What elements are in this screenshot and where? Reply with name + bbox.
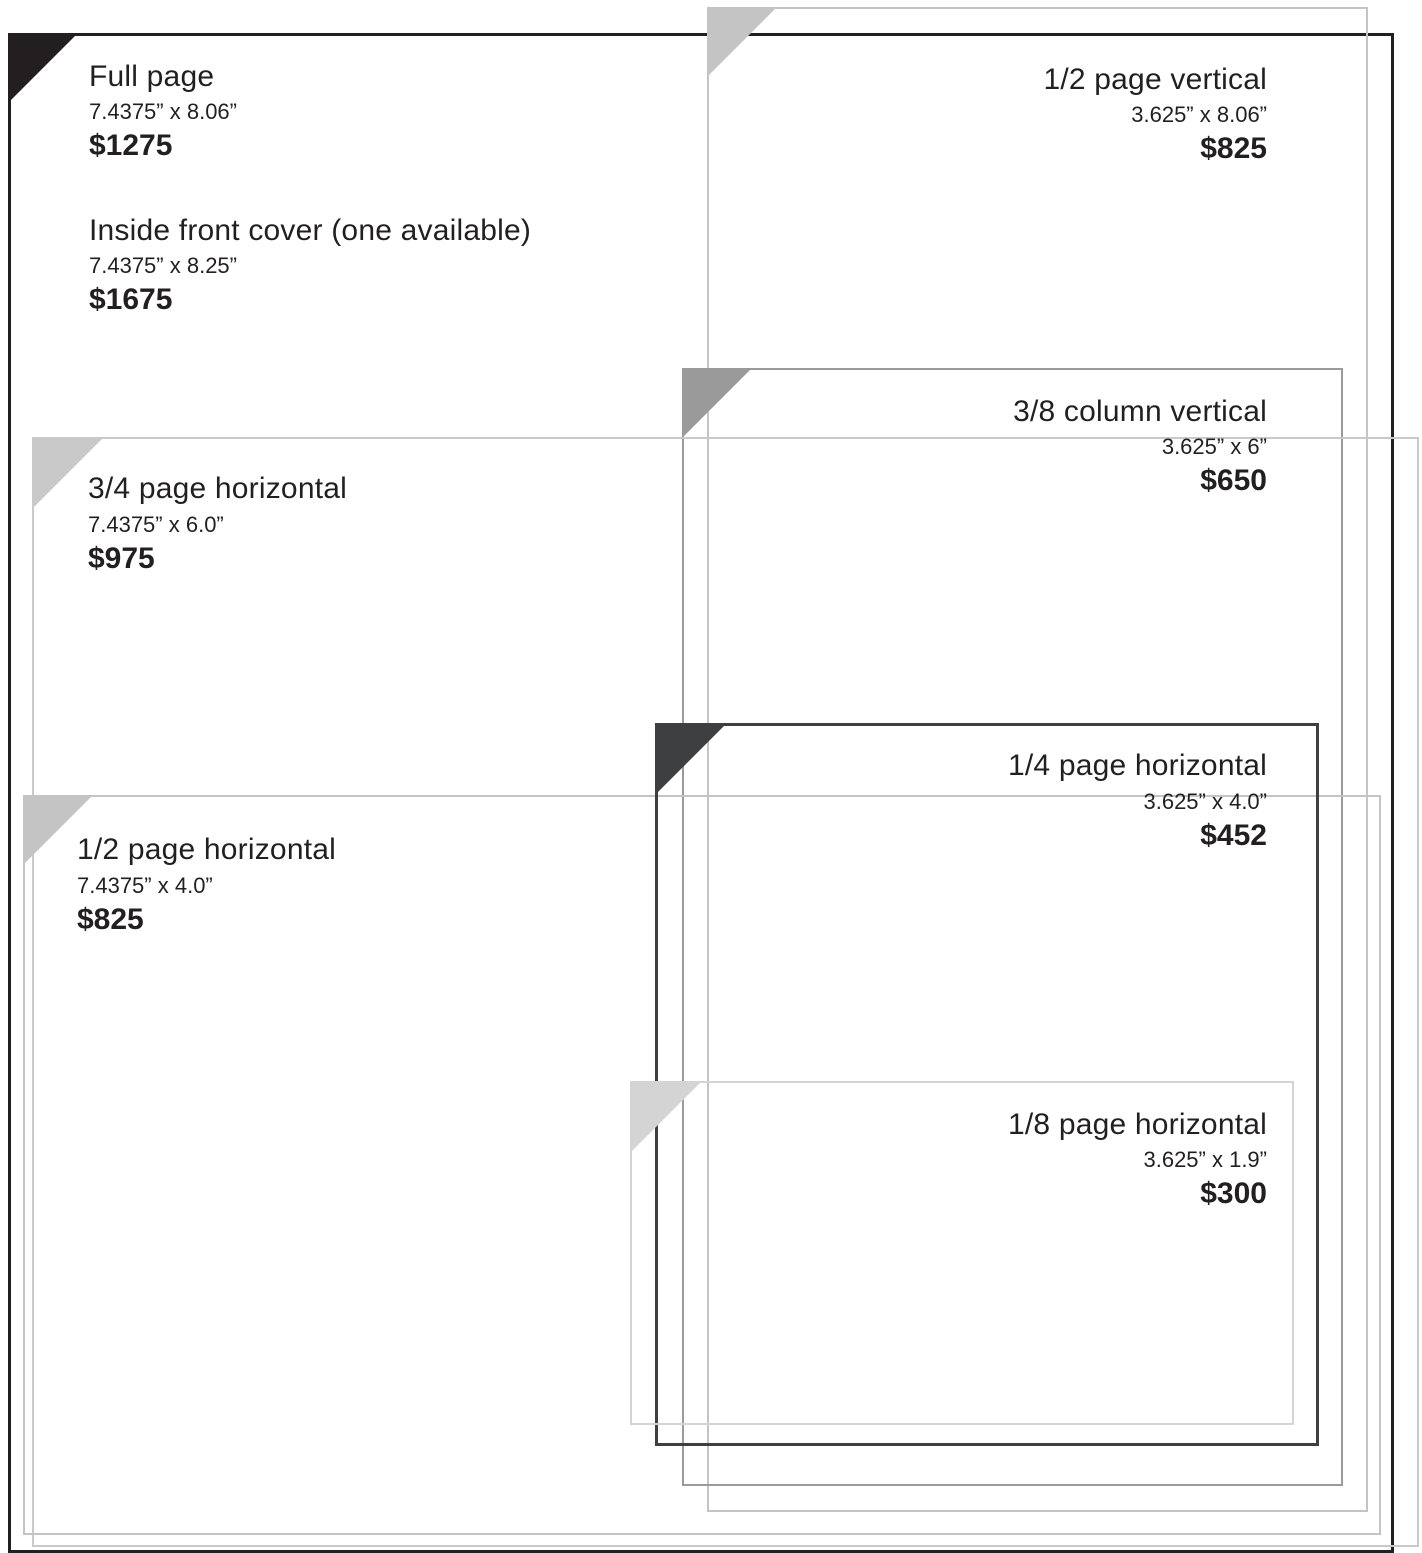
- half-page-vertical-info: [1043, 65, 1267, 164]
- ad-size-price: $1675: [89, 283, 173, 316]
- ad-size-dimensions: 3.625” x 6”: [1161, 434, 1267, 459]
- ad-size-label: 1/8 page horizontal: [1008, 1108, 1267, 1141]
- ad-size-label: Full page: [89, 60, 215, 93]
- full-page-info: [89, 62, 237, 161]
- three-eighths-column-vertical-info: [1013, 397, 1267, 496]
- ad-size-label: 3/4 page horizontal: [88, 472, 347, 505]
- three-quarter-page-horizontal-info: [88, 474, 347, 574]
- eighth-page-horizontal-info: [1008, 1110, 1267, 1209]
- inside-front-cover-info: [89, 216, 531, 315]
- ad-size-price: $650: [1200, 464, 1267, 497]
- ad-size-price: $452: [1200, 819, 1267, 852]
- ad-size-dimensions: 7.4375” x 8.25”: [89, 253, 237, 278]
- ad-size-dimensions: 7.4375” x 8.06”: [89, 99, 237, 124]
- ad-size-label: 1/2 page vertical: [1043, 63, 1267, 96]
- ad-size-price: $825: [1200, 132, 1267, 165]
- ad-size-price: $1275: [89, 129, 173, 162]
- half-page-horizontal-info: [77, 835, 336, 935]
- ad-size-dimensions: 3.625” x 4.0”: [1143, 789, 1267, 814]
- corner-triangle-icon: [631, 1082, 701, 1152]
- corner-triangle-icon: [683, 369, 751, 437]
- ad-size-dimensions: 7.4375” x 4.0”: [77, 873, 213, 898]
- corner-triangle-icon: [10, 35, 76, 101]
- corner-triangle-icon: [656, 724, 726, 794]
- ad-size-label: Inside front cover (one available): [89, 214, 532, 247]
- ad-size-dimensions: 3.625” x 8.06”: [1131, 102, 1267, 127]
- ad-size-price: $300: [1200, 1177, 1267, 1210]
- ad-size-label: 1/2 page horizontal: [77, 833, 336, 866]
- ad-size-price: $975: [88, 542, 155, 575]
- ad-size-dimensions: 3.625” x 1.9”: [1143, 1147, 1267, 1172]
- ad-size-label: 1/4 page horizontal: [1008, 749, 1267, 782]
- ad-size-price: $825: [77, 903, 144, 936]
- ad-size-label: 3/8 column vertical: [1013, 395, 1267, 428]
- quarter-page-horizontal-info: [1008, 751, 1267, 851]
- corner-triangle-icon: [708, 8, 776, 76]
- ad-size-dimensions: 7.4375” x 6.0”: [88, 512, 224, 537]
